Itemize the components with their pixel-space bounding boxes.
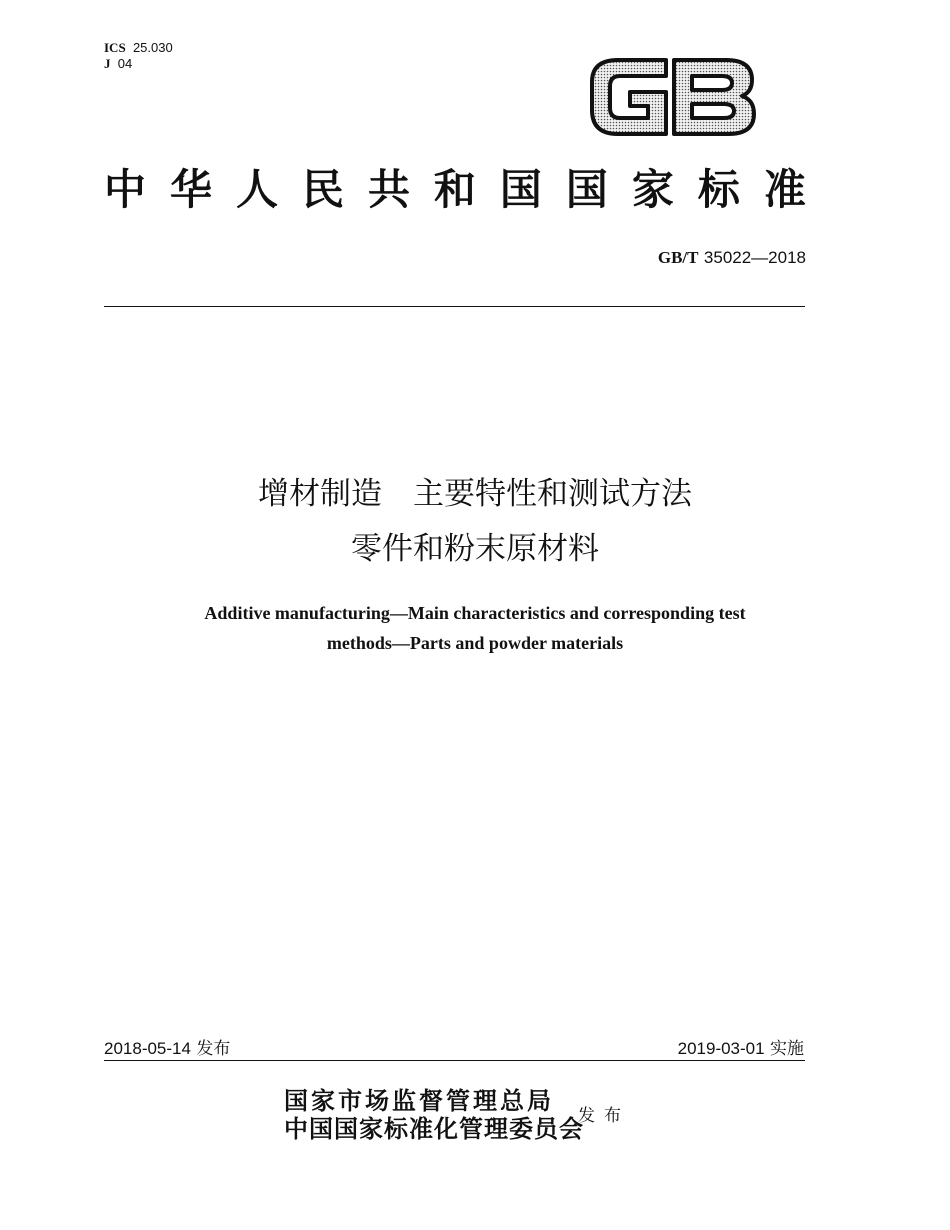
footer-divider bbox=[104, 1060, 805, 1061]
document-title-en bbox=[0, 598, 950, 658]
implement-date-block bbox=[678, 1034, 804, 1059]
class-label: J bbox=[104, 56, 111, 71]
title-char: 共 bbox=[367, 165, 410, 214]
class-value: 04 bbox=[117, 56, 133, 71]
title-char: 民 bbox=[301, 165, 344, 214]
ics-line bbox=[104, 40, 173, 56]
standard-number-prefix: GB/T bbox=[657, 248, 699, 267]
issue-word: 发布 bbox=[578, 1106, 630, 1126]
title-char: 和 bbox=[433, 165, 476, 214]
title-char: 人 bbox=[235, 165, 278, 214]
implement-date-label: 实施 bbox=[770, 1039, 804, 1059]
issue-date: 2018-05-14 bbox=[104, 1039, 191, 1058]
standard-number bbox=[658, 248, 806, 268]
ics-value: 25.030 bbox=[132, 40, 173, 55]
title-char: 国 bbox=[565, 165, 608, 214]
standard-number-value: 35022—2018 bbox=[703, 248, 806, 267]
document-title-en-line1: Additive manufacturing—Main characteristics and corresponding test bbox=[204, 603, 746, 623]
title-char: 标 bbox=[697, 165, 740, 214]
title-char: 国 bbox=[499, 165, 542, 214]
title-char: 家 bbox=[631, 165, 674, 214]
national-standard-title bbox=[104, 166, 806, 214]
title-char: 中 bbox=[104, 165, 147, 214]
document-title-en-line2: methods—Parts and powder materials bbox=[326, 633, 624, 653]
document-title-cn-line1: 增材制造 主要特性和测试方法 bbox=[258, 476, 692, 512]
gb-logo-text: GB bbox=[588, 52, 590, 53]
classification-block bbox=[104, 40, 173, 72]
title-char: 华 bbox=[169, 165, 212, 214]
document-title-cn-line2: 零件和粉末原材料 bbox=[351, 531, 599, 567]
class-line bbox=[104, 56, 173, 72]
implement-date: 2019-03-01 bbox=[677, 1039, 765, 1058]
ics-label: ICS bbox=[104, 40, 126, 55]
issue-date-label: 发布 bbox=[196, 1039, 231, 1059]
title-char: 准 bbox=[763, 165, 806, 214]
issuer-line2: 中国国家标准化管理委员会 bbox=[284, 1114, 584, 1143]
header-divider bbox=[104, 306, 805, 307]
issuer-line1: 国家市场监督管理总局 bbox=[284, 1086, 554, 1115]
gb-logo bbox=[588, 52, 758, 140]
issue-date-block bbox=[104, 1034, 230, 1059]
issuing-authorities bbox=[284, 1087, 584, 1143]
